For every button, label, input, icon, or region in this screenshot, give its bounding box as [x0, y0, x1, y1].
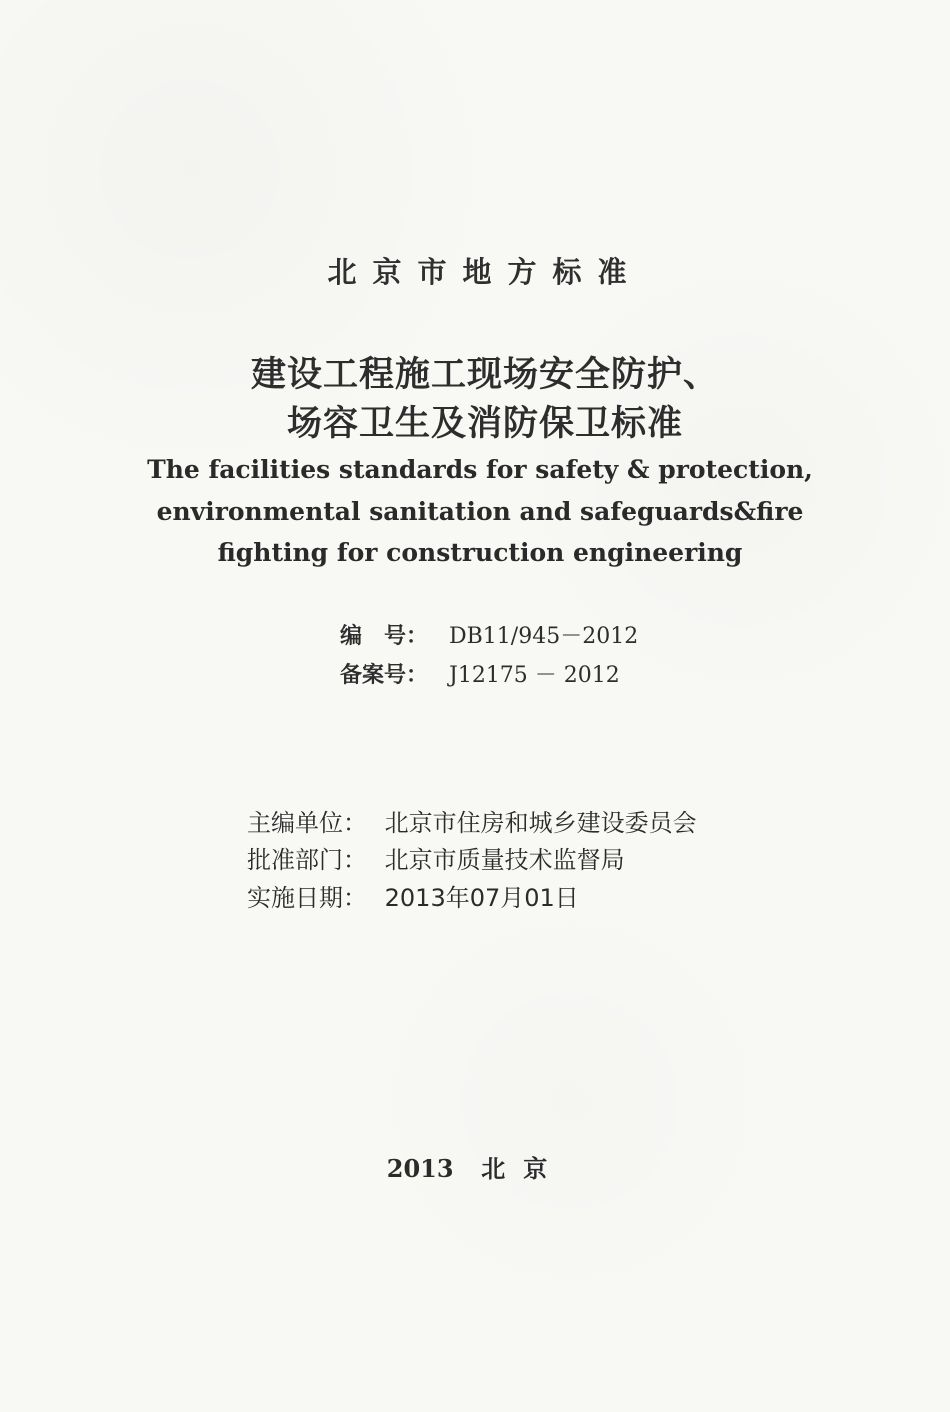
filing-number-label: 备案号：	[340, 663, 429, 688]
editor-unit-label: 主编单位：	[247, 809, 367, 837]
chinese-title-line-2: 场容卫生及消防保卫标准	[286, 404, 683, 444]
editor-unit-row	[247, 811, 697, 835]
implementation-date-row	[247, 886, 579, 910]
standard-category: 北京市地方标准	[327, 255, 643, 289]
english-title-line-1: The facilities standards for safety & protection,	[147, 455, 813, 484]
approval-department-row	[247, 848, 625, 872]
approval-department-value: 北京市质量技术监督局	[384, 846, 625, 874]
chinese-title-line-1: 建设工程施工现场安全防护、	[250, 355, 719, 395]
implementation-date-label: 实施日期：	[247, 884, 367, 912]
publication-city: 北京	[481, 1155, 566, 1183]
approval-department-label: 批准部门：	[247, 846, 367, 874]
english-title-line-2: environmental sanitation and safeguards&fire	[156, 497, 804, 526]
publication-year: 2013	[386, 1154, 454, 1183]
standard-number-value: DB11/945－2012	[449, 624, 639, 649]
standard-number-label: 编 号：	[340, 624, 429, 649]
filing-number-row	[340, 665, 620, 687]
publication-footer	[0, 1154, 950, 1183]
english-title-line-3: fighting for construction engineering	[217, 538, 743, 567]
filing-number-value: J12175 － 2012	[449, 663, 620, 688]
implementation-date-value: 2013年07月01日	[384, 884, 579, 912]
editor-unit-value: 北京市住房和城乡建设委员会	[384, 809, 697, 837]
standard-number-row	[340, 626, 638, 648]
